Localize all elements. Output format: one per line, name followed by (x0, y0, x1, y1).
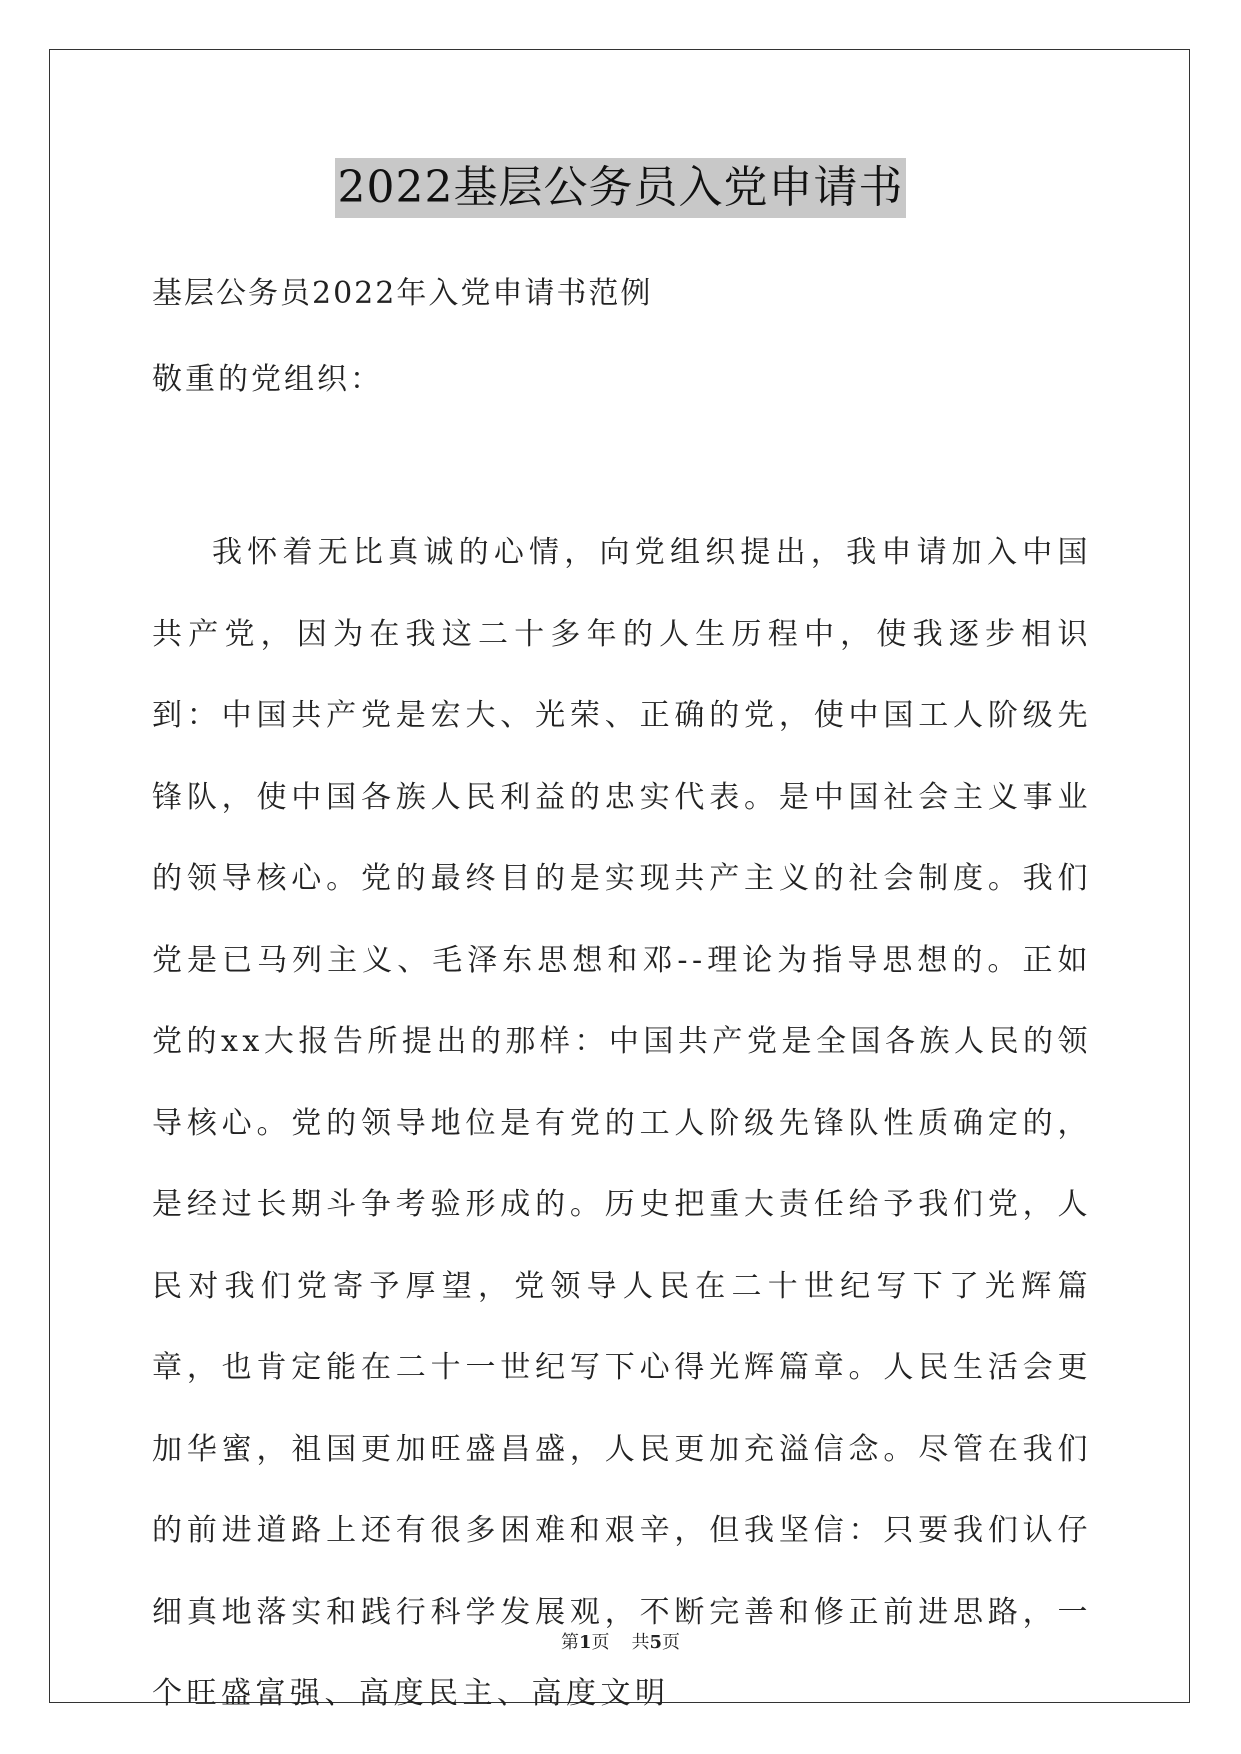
salutation: 敬重的党组织： (152, 362, 383, 397)
document-title: 2022基层公务员入党申请书 (335, 158, 907, 218)
body-paragraph: 我怀着无比真诚的心情，向党组织提出，我申请加入中国共产党，因为在我这二十多年的人生历程中，使我逐步相识到：中国共产党是宏大、光荣、正确的党，使中国工人阶级先锋队，使中国各族人民利益的忠实代表。是中国社会主义事业的领导核心。党的最终目的是实现共产主义的社会制度。我们党是已马列主义、毛泽东思想和邓--理论为指导思想的。正如党的xx大报告所提出的那样：中国共产党是全国各族人民的领导核心。党的领导地位是有党的工人阶级先锋队性质确定的，是经过长期斗争考验形成的。历史把重大责任给予我们党，人民对我们党寄予厚望，党领导人民在二十世纪写下了光辉篇章，也肯定能在二十一世纪写下心得光辉篇章。人民生活会更加华蜜，祖国更加旺盛昌盛，人民更加充溢信念。尽管在我们的前进道路上还有很多困难和艰辛，但我坚信：只要我们认仔细真地落实和践行科学发展观，不断完善和修正前进思路，一个旺盛富强、高度民主、高度文明 (152, 535, 1092, 1711)
current-page-number: 1 (578, 1632, 592, 1653)
page-prefix: 第 (560, 1632, 579, 1653)
page-suffix: 页 (591, 1632, 610, 1653)
total-pages-number: 5 (649, 1632, 663, 1653)
total-suffix: 页 (662, 1632, 681, 1653)
document-subtitle: 基层公务员2022年入党申请书范例 (152, 276, 653, 311)
title-container (0, 158, 1241, 218)
page-footer (0, 1628, 1241, 1654)
total-prefix: 共 (631, 1632, 650, 1653)
